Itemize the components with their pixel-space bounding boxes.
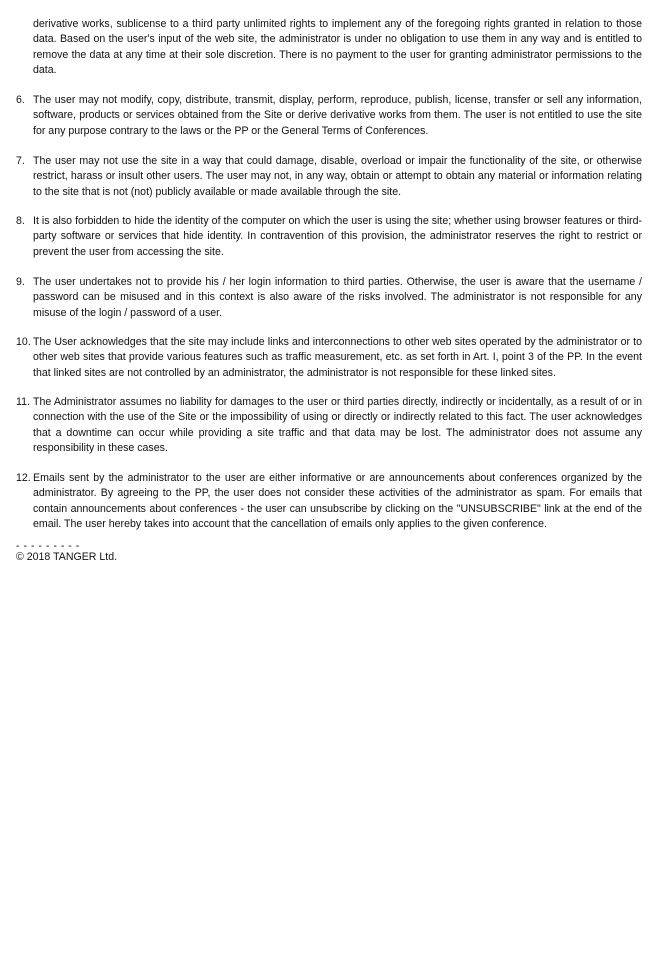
item-number: 11. (16, 396, 30, 408)
list-item-11 (16, 395, 642, 456)
copyright-notice: © 2018 TANGER Ltd. (16, 551, 118, 563)
list-item-12 (16, 471, 642, 532)
item-number: 7. (16, 155, 25, 167)
item-text: The Administrator assumes no liability for damages to the user or third parties directly, indirectly or incidentally, as a result of or in connection with the use of the Site or the impossibility of using or directly or indirectly related to this fact. The user acknowledges that a downtime can occur while providing a site traffic and that data may be lost. The administrator does not assume any responsibility in these cases. (33, 396, 642, 454)
list-item-6 (16, 93, 642, 139)
list-item-7 (16, 154, 642, 200)
item-text: Emails sent by the administrator to the user are either informative or are announcements about conferences organized by the administrator. By agreeing to the PP, the user does not consider these activities of the administrator as spam. For emails that contain announcements about conferences - the user can unsubscribe by clicking on the "UNSUBSCRIBE" link at the end of the email. The user hereby takes into account that the cancellation of emails only applies to the given conference. (33, 472, 642, 530)
item-text: The user may not modify, copy, distribute, transmit, display, perform, reproduce, publish, license, transfer or sell any information, software, products or services obtained from the Site or derive derivative works from them. The user is not entitled to use the site for any purpose contrary to the laws or the PP or the General Terms of Conferences. (33, 94, 642, 137)
item-text: It is also forbidden to hide the identity of the computer on which the user is using the site; whether using browser features or third-party software or services that hide identity. In contravention of this provision, the administrator reserves the right to restrict or prevent the user from accessing the site. (33, 215, 642, 258)
intro-continuation: derivative works, sublicense to a third party unlimited rights to implement any of the foregoing rights granted in relation to those data. Based on the user's input of the web site, the administrator is under no obligation to use them in any way and is entitled to remove the data at any time at their sole discretion. There is no payment to the user for granting administrator permissions to the data. (33, 18, 642, 76)
item-number: 8. (16, 215, 25, 227)
list-item-9 (16, 275, 642, 321)
item-number: 10. (16, 336, 31, 348)
item-number: 12. (16, 472, 31, 484)
list-item-10 (16, 335, 642, 381)
item-number: 9. (16, 276, 25, 288)
item-number: 6. (16, 94, 25, 106)
item-text: The User acknowledges that the site may include links and interconnections to other web sites operated by the administrator or to other web sites that provide various features such as traffic measurement, etc. as set forth in Art. I, point 3 of the PP. In the event that linked sites are not controlled by an administrator, the administrator is not responsible for these linked sites. (33, 336, 642, 379)
item-text: The user may not use the site in a way that could damage, disable, overload or impair the functionality of the site, or otherwise restrict, harass or insult other users. The user may not, in any way, obtain or attempt to obtain any material or information relating to the site that is not (not) publicly available or made available through the site. (33, 155, 642, 198)
list-item-8 (16, 214, 642, 260)
footnote-separator: - - - - - - - - - (16, 540, 80, 552)
item-text: The user undertakes not to provide his / her login information to third parties. Otherwise, the user is aware that the username / password can be misused and in this context is also aware of the risks involved. The administrator is not responsible for any misuse of the login / password of a user. (33, 276, 642, 319)
